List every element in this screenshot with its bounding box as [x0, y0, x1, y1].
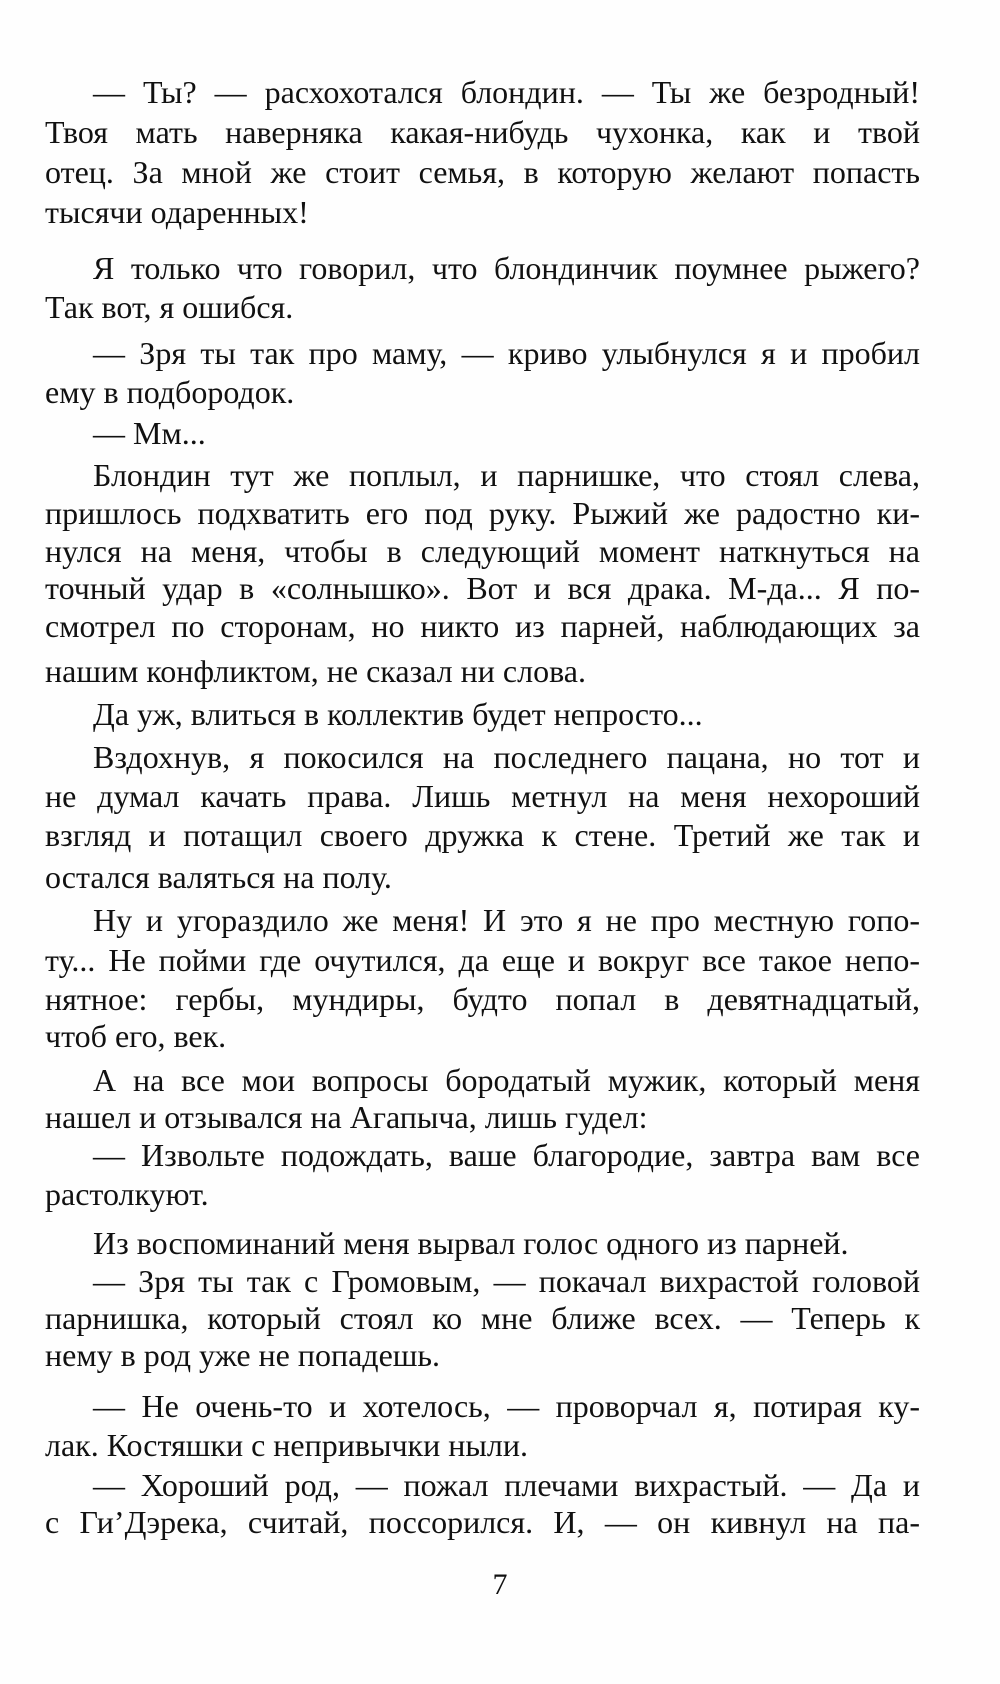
text-line: с Ги’Дэрека, считай, поссорился. И, — он кивнул на па- [45, 1504, 920, 1540]
text-line: точный удар в «солнышко». Вот и вся драка. М-да... Я по- [45, 570, 920, 606]
text-line: пришлось подхватить его под руку. Рыжий же радостно ки- [45, 495, 920, 531]
text-line: остался валяться на полу. [45, 859, 392, 895]
text-line: — Не очень-то и хотелось, — проворчал я, потирая ку- [93, 1388, 920, 1424]
text-line: тысячи одаренных! [45, 194, 309, 230]
text-line: — Мм... [93, 415, 206, 451]
text-line: Из воспоминаний меня вырвал голос одного из парней. [93, 1225, 849, 1261]
text-line: — Хороший род, — пожал плечами вихрастый. — Да и [93, 1467, 920, 1503]
text-line: — Зря ты так с Громовым, — покачал вихрастой головой [93, 1263, 920, 1299]
text-line: Блондин тут же поплыл, и парнишке, что стоял слева, [93, 457, 920, 493]
text-line: лак. Костяшки с непривычки ныли. [45, 1427, 528, 1463]
text-line: нему в род уже не попадешь. [45, 1337, 441, 1373]
text-line: нашим конфликтом, не сказал ни слова. [45, 653, 586, 689]
text-line: не думал качать права. Лишь метнул на меня нехороший [45, 778, 920, 814]
text-line: чтоб его, век. [45, 1018, 227, 1054]
text-line: смотрел по сторонам, но никто из парней, наблюдающих за [45, 608, 920, 644]
text-line: нашел и отзывался на Агапыча, лишь гудел: [45, 1099, 648, 1135]
text-line: отец. За мной же стоит семья, в которую желают попасть [45, 154, 920, 190]
text-line: нятное: гербы, мундиры, будто попал в девятнадцатый, [45, 981, 920, 1017]
text-line: ему в подбородок. [45, 374, 295, 410]
text-line: — Извольте подождать, ваше благородие, завтра вам все [93, 1137, 920, 1173]
text-line: Так вот, я ошибся. [45, 289, 294, 325]
text-line: А на все мои вопросы бородатый мужик, который меня [93, 1062, 920, 1098]
text-line: Твоя мать наверняка какая-нибудь чухонка, как и твой [45, 114, 920, 150]
text-line: растолкуют. [45, 1176, 209, 1212]
text-line: — Ты? — расхохотался блондин. — Ты же безродный! [93, 74, 920, 110]
text-line: Я только что говорил, что блондинчик поумнее рыжего? [93, 250, 920, 286]
text-line: парнишка, который стоял ко мне ближе всех. — Теперь к [45, 1300, 920, 1336]
text-line: Ну и угораздило же меня! И это я не про местную гопо- [93, 902, 920, 938]
text-line: Да уж, влиться в коллектив будет непросто... [93, 696, 703, 732]
text-line: — Зря ты так про маму, — криво улыбнулся я и пробил [93, 335, 920, 371]
text-line: нулся на меня, чтобы в следующий момент наткнуться на [45, 533, 920, 569]
page-number: 7 [492, 1568, 508, 1601]
text-line: взгляд и потащил своего дружка к стене. Третий же так и [45, 817, 920, 853]
text-line: Вздохнув, я покосился на последнего пацана, но тот и [93, 739, 920, 775]
text-line: ту... Не пойми где очутился, да еще и вокруг все такое непо- [45, 942, 920, 978]
